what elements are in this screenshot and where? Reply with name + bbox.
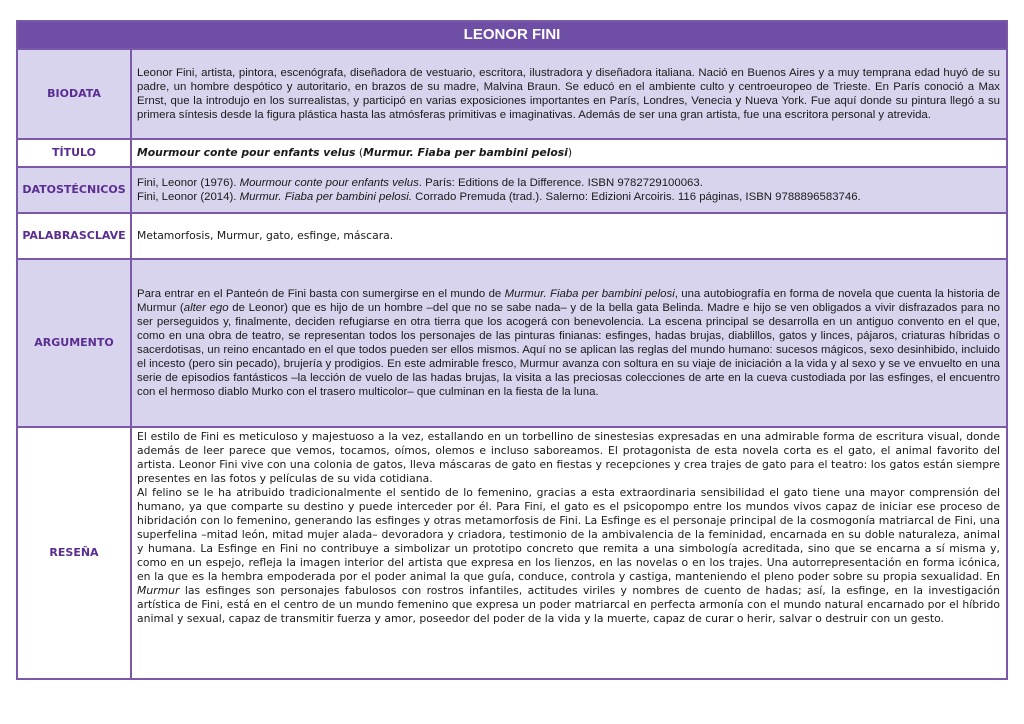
title-italian: Murmur. Fiaba per bambini pelosi (363, 146, 568, 159)
palabras-text: Metamorfosis, Murmur, gato, esfinge, máscara. (137, 229, 394, 242)
page-title: LEONOR FINI (18, 22, 1006, 50)
row-datos (18, 166, 1006, 212)
title-sep: ( (355, 146, 364, 159)
row-argumento (18, 258, 1006, 426)
datos-line-2: Fini, Leonor (2014). Murmur. Fiaba per bambini pelosi. Corrado Premuda (trad.). Salerno: Edizioni Arcoiris. 116 páginas, ISBN 9788896583746. (137, 191, 861, 203)
title-french: Mourmour conte pour enfants velus (137, 146, 356, 159)
resena-paragraph-2: Al felino se le ha atribuido tradicionalmente el sentido de lo femenino, gracias a esta extraordinaria sensibilidad el gato tiene una mayor comprensión del humano, ya que comparte su destino y puede interceder por él. Para Fini, el gato es el psicopompo entre los mundos vivos capaz de iniciar ese proceso de hibridación con lo femenino, generando las esfinges y otras metamorfosis de Fini. La Esfinge es el personaje principal de la cosmogonía matriarcal de Fini, una superfelina –mitad león, mitad mujer alada– devoradora y criadora, testimonio de la ambivalencia de la feminidad, encarnada en su doble naturaleza, animal y humana. La Esfinge en Fini no contribuye a simbolizar un prototipo concreto que remita a una simbología acreditada, sino que se encarna a sí misma y, como en un espejo, refleja la imagen interior del artista que expresa en los lienzos, en las novelas o en los trajes. Una autorrepresentación en forma icónica, en la que es la hembra empoderada por el poder animal la que guía, conduce, controla y castiga, manteniendo el pleno poder sobre su propia sexualidad. En Murmur las esfinges son personajes fabulosos con rostros infantiles, actitudes viriles y nombres de cuento de hadas; así, la esfinge, en la investigación artística de Fini, está en el centro de un mundo femenino que expresa un poder matriarcal en perfecta armonía con el mundo natural encarnado por el híbrido animal y sexual, capaz de transmitir fuerza y amor, poseedor del poder de la vida y la muerte, capaz de curar o herir, salvar o destruir con un gesto. (137, 486, 1000, 625)
datos-line-1: Fini, Leonor (1976). Mourmour conte pour enfants velus. París: Editions de la Difference. ISBN 9782729100063. (137, 177, 703, 189)
label-biodata: BIODATA (18, 50, 132, 138)
label-datos-line1: DATOS (22, 183, 64, 196)
datos-text (132, 168, 1006, 212)
label-titulo: TÍTULO (18, 140, 132, 166)
label-palabras-line1: PALABRAS (22, 229, 87, 242)
row-biodata (18, 50, 1006, 138)
argumento-text: Para entrar en el Panteón de Fini basta con sumergirse en el mundo de Murmur. Fiaba per bambini pelosi, una autobiografía en forma de novela que cuenta la historia de Murmur (alter ego de Leonor) que es hijo de un hombre –del que no se sabe nada– y de la bella gata Belinda. Madre e hijo se ven obligados a vivir disfrazados para no ser perseguidos y, finalmente, deciden refugiarse en otra tierra que los acogerá con benevolencia. La escena principal se desarrolla en un antiguo convento en el que, como en una obra de teatro, se representan todos los personajes de las pinturas finianas: esfinges, hadas brujas, diablillos, gatos y linces, pájaros, criaturas híbridas o sacerdotisas, un reino encantado en el que todos pueden ser ellos mismos. Aquí no se aplican las reglas del mundo humano: sucesos mágicos, sexo desinhibido, incluido el incesto (pero sin pecado), brujería y prodigios. En este admirable fresco, Murmur avanza con soltura en su viaje de iniciación a la vida y al sexo y se ve envuelto en una serie de episodios fantásticos –la lección de vuelo de las hadas brujas, la visita a las preciosas colecciones de arte en la cueva custodiada por las esfinges, el encuentro con el hermoso diablo Murko con el trasero multicolor– que culminan en la fiesta de la luna. (137, 288, 1000, 398)
book-record-table (16, 20, 1008, 680)
biodata-text: Leonor Fini, artista, pintora, escenógrafa, diseñadora de vestuario, escritora, ilustradora y diseñadora italiana. Nació en Buenos Aires y a muy temprana edad huyó de su padre, un hombre despótico y autoritario, en brazos de su madre, Malvina Braun. Se educó en el ambiente culto y centroeuropeo de Trieste. En París conoció a Max Ernst, que la introdujo en los surrealistas, y participó en varias exposiciones importantes en París, Londres, Venecia y Nueva York. Fue aquí donde su pintura llegó a su primera síntesis desde la figura plástica hasta las atmósferas primitivas e imaginativas. Además de ser una gran artista, fue una escritora personal y atrevida. (137, 67, 1000, 121)
row-titulo (18, 138, 1006, 166)
label-resena: RESEÑA (18, 428, 132, 678)
label-datos (18, 168, 132, 212)
label-argumento: ARGUMENTO (18, 260, 132, 426)
title-end: ) (567, 146, 573, 159)
resena-paragraph-1: El estilo de Fini es meticuloso y majestuoso a la vez, estallando en un torbellino de sinestesias expresadas en una admirable forma de escritura visual, donde además de leer parece que vemos, tocamos, oímos, olemos e incluso saboreamos. El protagonista de esta novela corta es el gato, el animal favorito del artista. Leonor Fini vive con una colonia de gatos, lleva máscaras de gato en fiestas y recepciones y crea trajes de gato para el teatro: los gatos están siempre presentes en las fotos y películas de su vida cotidiana. (137, 430, 1000, 485)
row-palabras (18, 212, 1006, 258)
resena-text (132, 428, 1006, 678)
row-resena (18, 426, 1006, 678)
titulo-text (132, 140, 1006, 166)
label-datos-line2: TÉCNICOS (63, 183, 126, 196)
label-palabras-line2: CLAVE (86, 229, 126, 242)
label-palabras (18, 214, 132, 258)
